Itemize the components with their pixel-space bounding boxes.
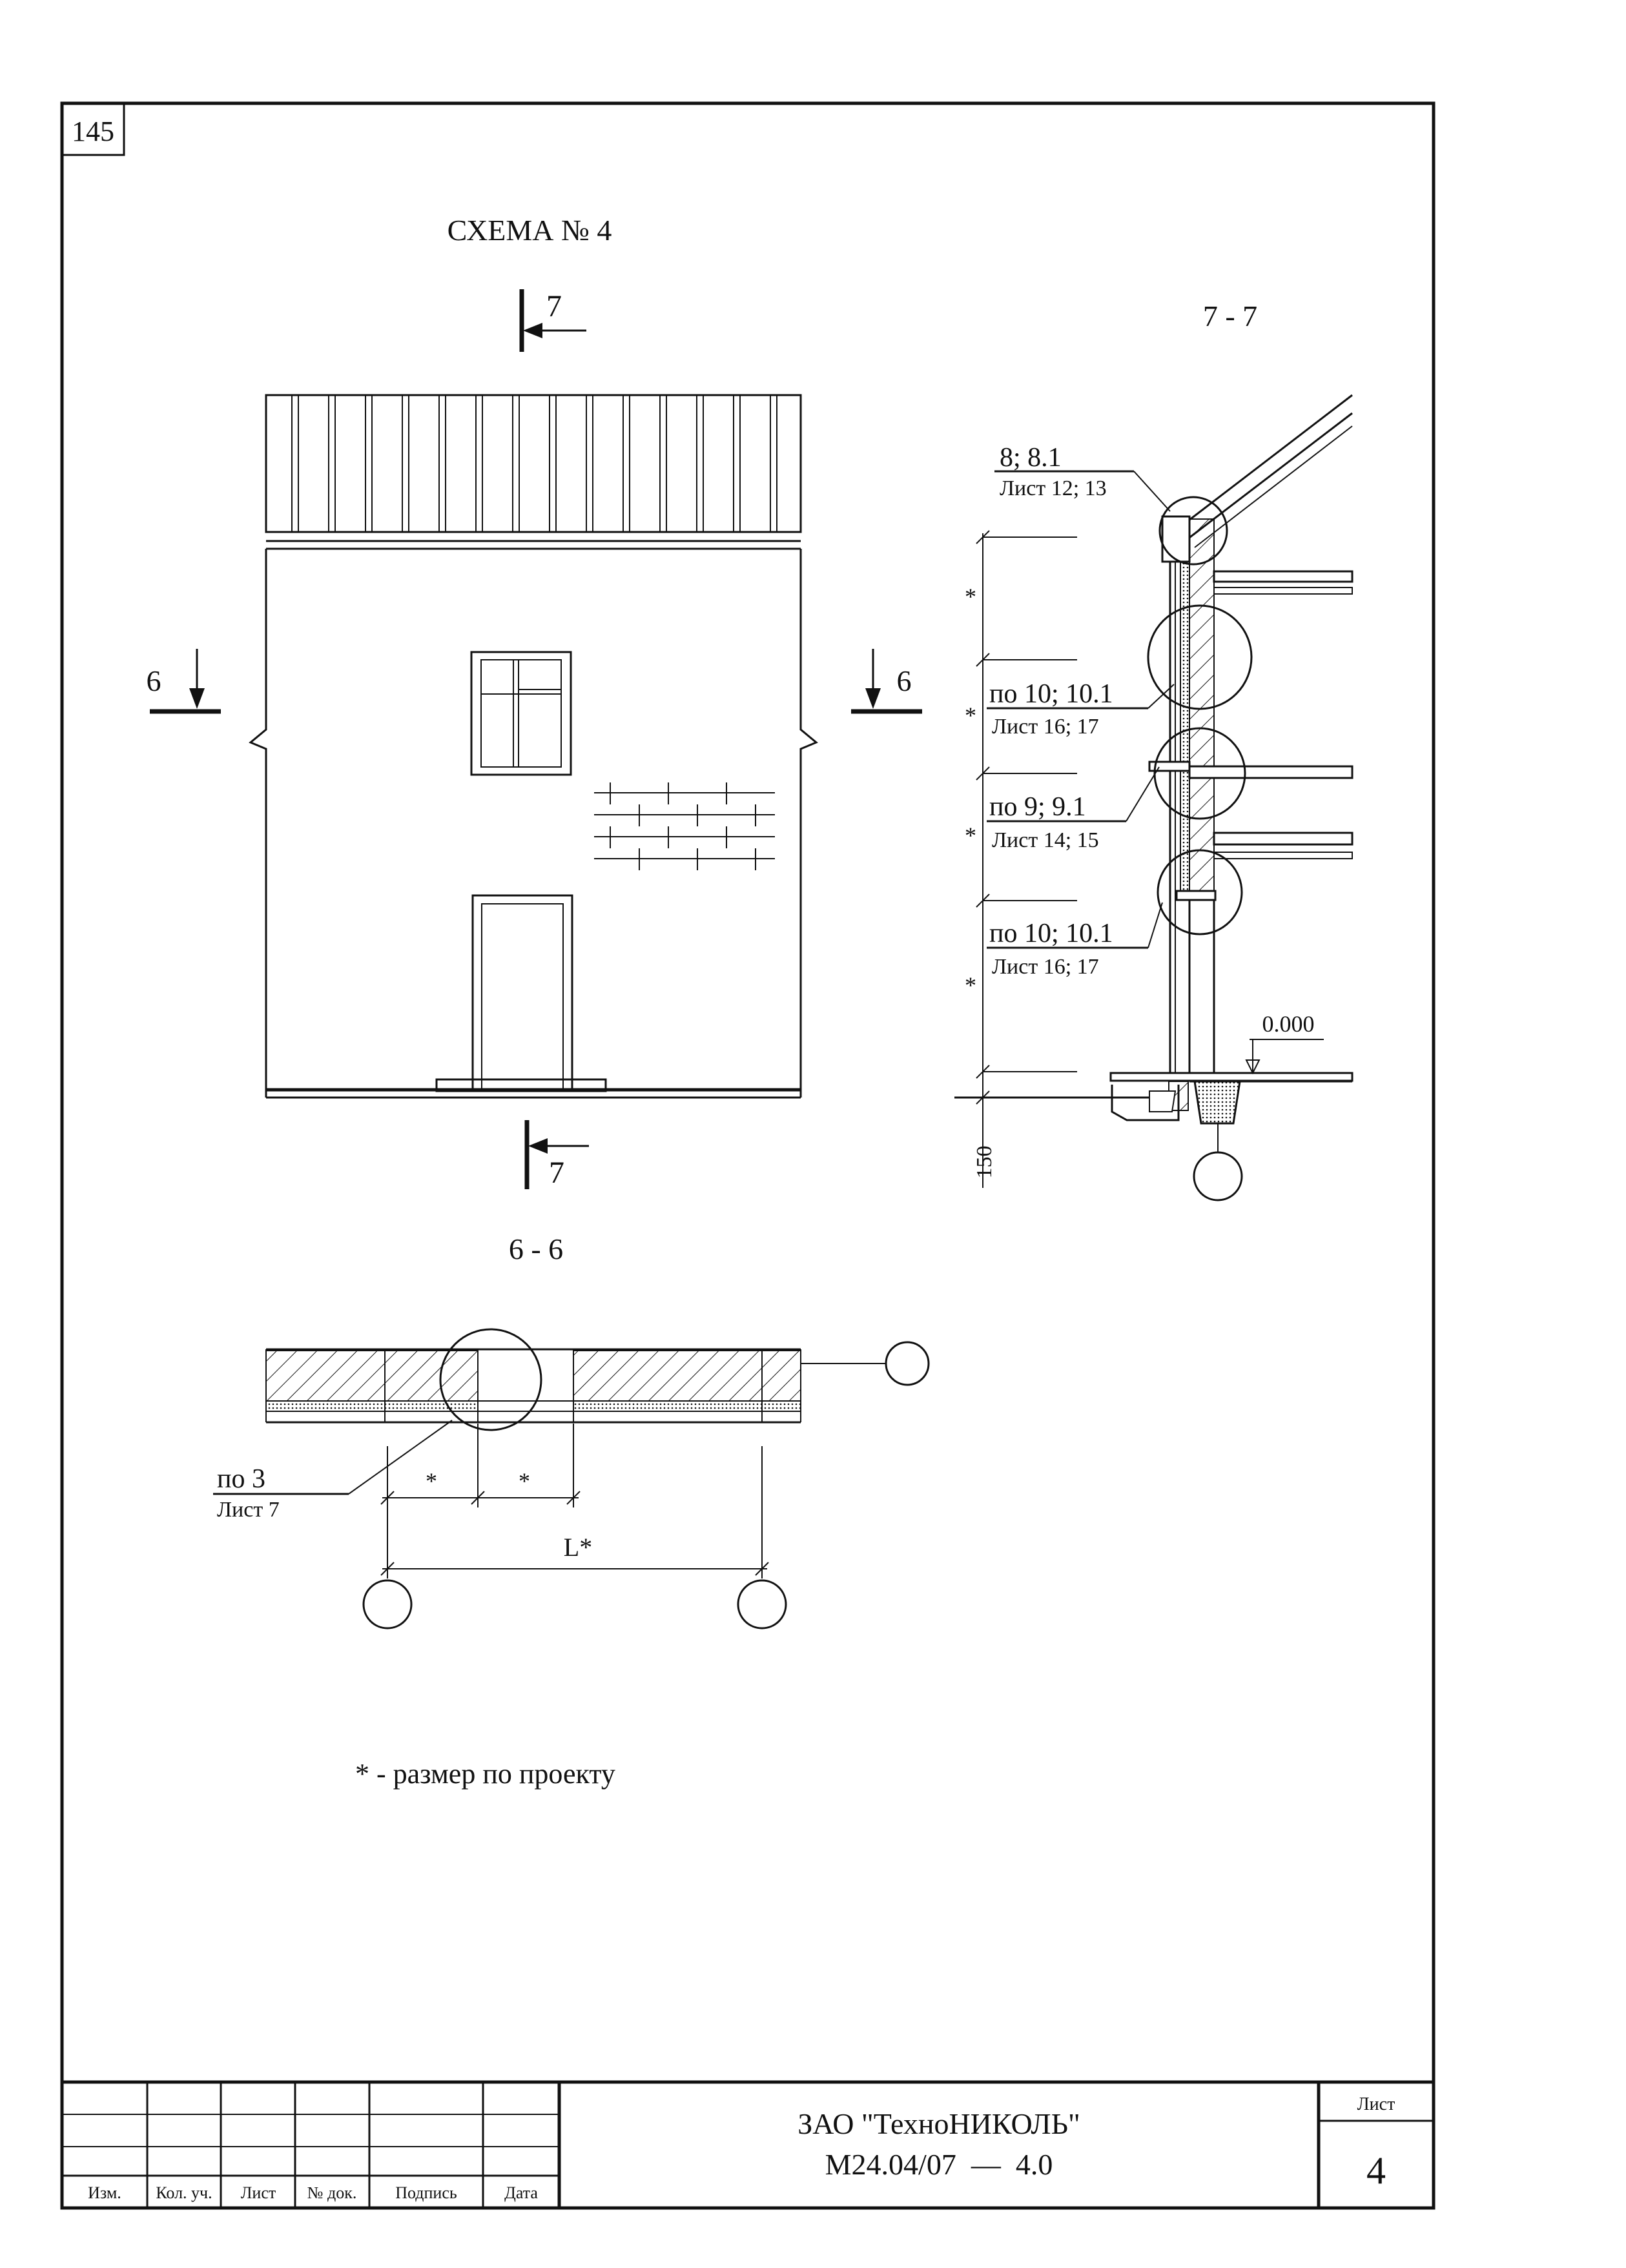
facade-door xyxy=(473,895,572,1089)
section-7-7 xyxy=(954,300,1352,1200)
company-name: ЗАО "ТехноНИКОЛЬ" xyxy=(798,2107,1080,2140)
dim-star-2: * xyxy=(965,702,976,728)
callout-10-lower-ref: по 10; 10.1 xyxy=(989,919,1113,948)
span-label: L* xyxy=(563,1533,593,1562)
dim-star-3: * xyxy=(965,822,976,848)
callout-9-sheet: Лист 14; 15 xyxy=(992,828,1099,852)
corner-number: 145 xyxy=(72,116,114,147)
callout-10-lower-sheet: Лист 16; 17 xyxy=(992,955,1099,979)
callout-3-ref: по 3 xyxy=(217,1464,265,1494)
dim-star-a: * xyxy=(426,1468,437,1494)
document-code: М24.04/07 — 4.0 xyxy=(825,2148,1053,2181)
facade-roof xyxy=(266,395,801,532)
dim-star-b: * xyxy=(519,1468,530,1494)
foundation-block xyxy=(1195,1081,1240,1123)
dim-star-1: * xyxy=(965,584,976,609)
cut-6-right-label: 6 xyxy=(896,664,912,697)
axis-marker-left xyxy=(364,1580,411,1628)
axis-marker-mid xyxy=(738,1580,786,1628)
dim-star-4: * xyxy=(965,972,976,998)
header-doc-no: № док. xyxy=(307,2183,357,2202)
title-block xyxy=(62,2082,1434,2208)
scheme-title: СХЕМА № 4 xyxy=(447,214,612,247)
callout-10-upper-ref: по 10; 10.1 xyxy=(989,679,1113,709)
callout-3-sheet: Лист 7 xyxy=(217,1498,280,1522)
facade-window xyxy=(471,652,571,775)
cut-7-bottom-label: 7 xyxy=(549,1156,564,1190)
wall-plan-right xyxy=(573,1351,801,1401)
callout-9-ref: по 9; 9.1 xyxy=(989,792,1086,822)
callout-10-upper-sheet: Лист 16; 17 xyxy=(992,715,1099,739)
sheet-number: 4 xyxy=(1366,2149,1386,2192)
level-mark: 0.000 xyxy=(1262,1011,1315,1037)
sheet-label: Лист xyxy=(1357,2094,1395,2114)
dim-150: 150 xyxy=(973,1145,996,1179)
footnote: * - размер по проекту xyxy=(355,1758,615,1790)
callout-8-sheet: Лист 12; 13 xyxy=(1000,476,1107,500)
header-list: Лист xyxy=(240,2183,276,2202)
cut-6-left-label: 6 xyxy=(146,664,161,697)
header-signature: Подпись xyxy=(395,2183,457,2202)
header-izm: Изм. xyxy=(88,2183,121,2202)
facade-elevation xyxy=(147,289,923,1190)
cut-7-top-label: 7 xyxy=(546,289,562,323)
section-7-7-title: 7 - 7 xyxy=(1202,300,1258,332)
section-6-6-title: 6 - 6 xyxy=(508,1232,564,1265)
brick-texture xyxy=(594,782,775,870)
section-6-6 xyxy=(213,1232,929,1628)
header-kol-uch: Кол. уч. xyxy=(156,2183,212,2202)
axis-marker-7-7 xyxy=(1194,1152,1242,1200)
callout-8-ref: 8; 8.1 xyxy=(1000,443,1062,473)
facade-wall-outline xyxy=(251,549,816,1098)
header-date: Дата xyxy=(504,2183,538,2202)
axis-marker-right xyxy=(886,1342,929,1385)
